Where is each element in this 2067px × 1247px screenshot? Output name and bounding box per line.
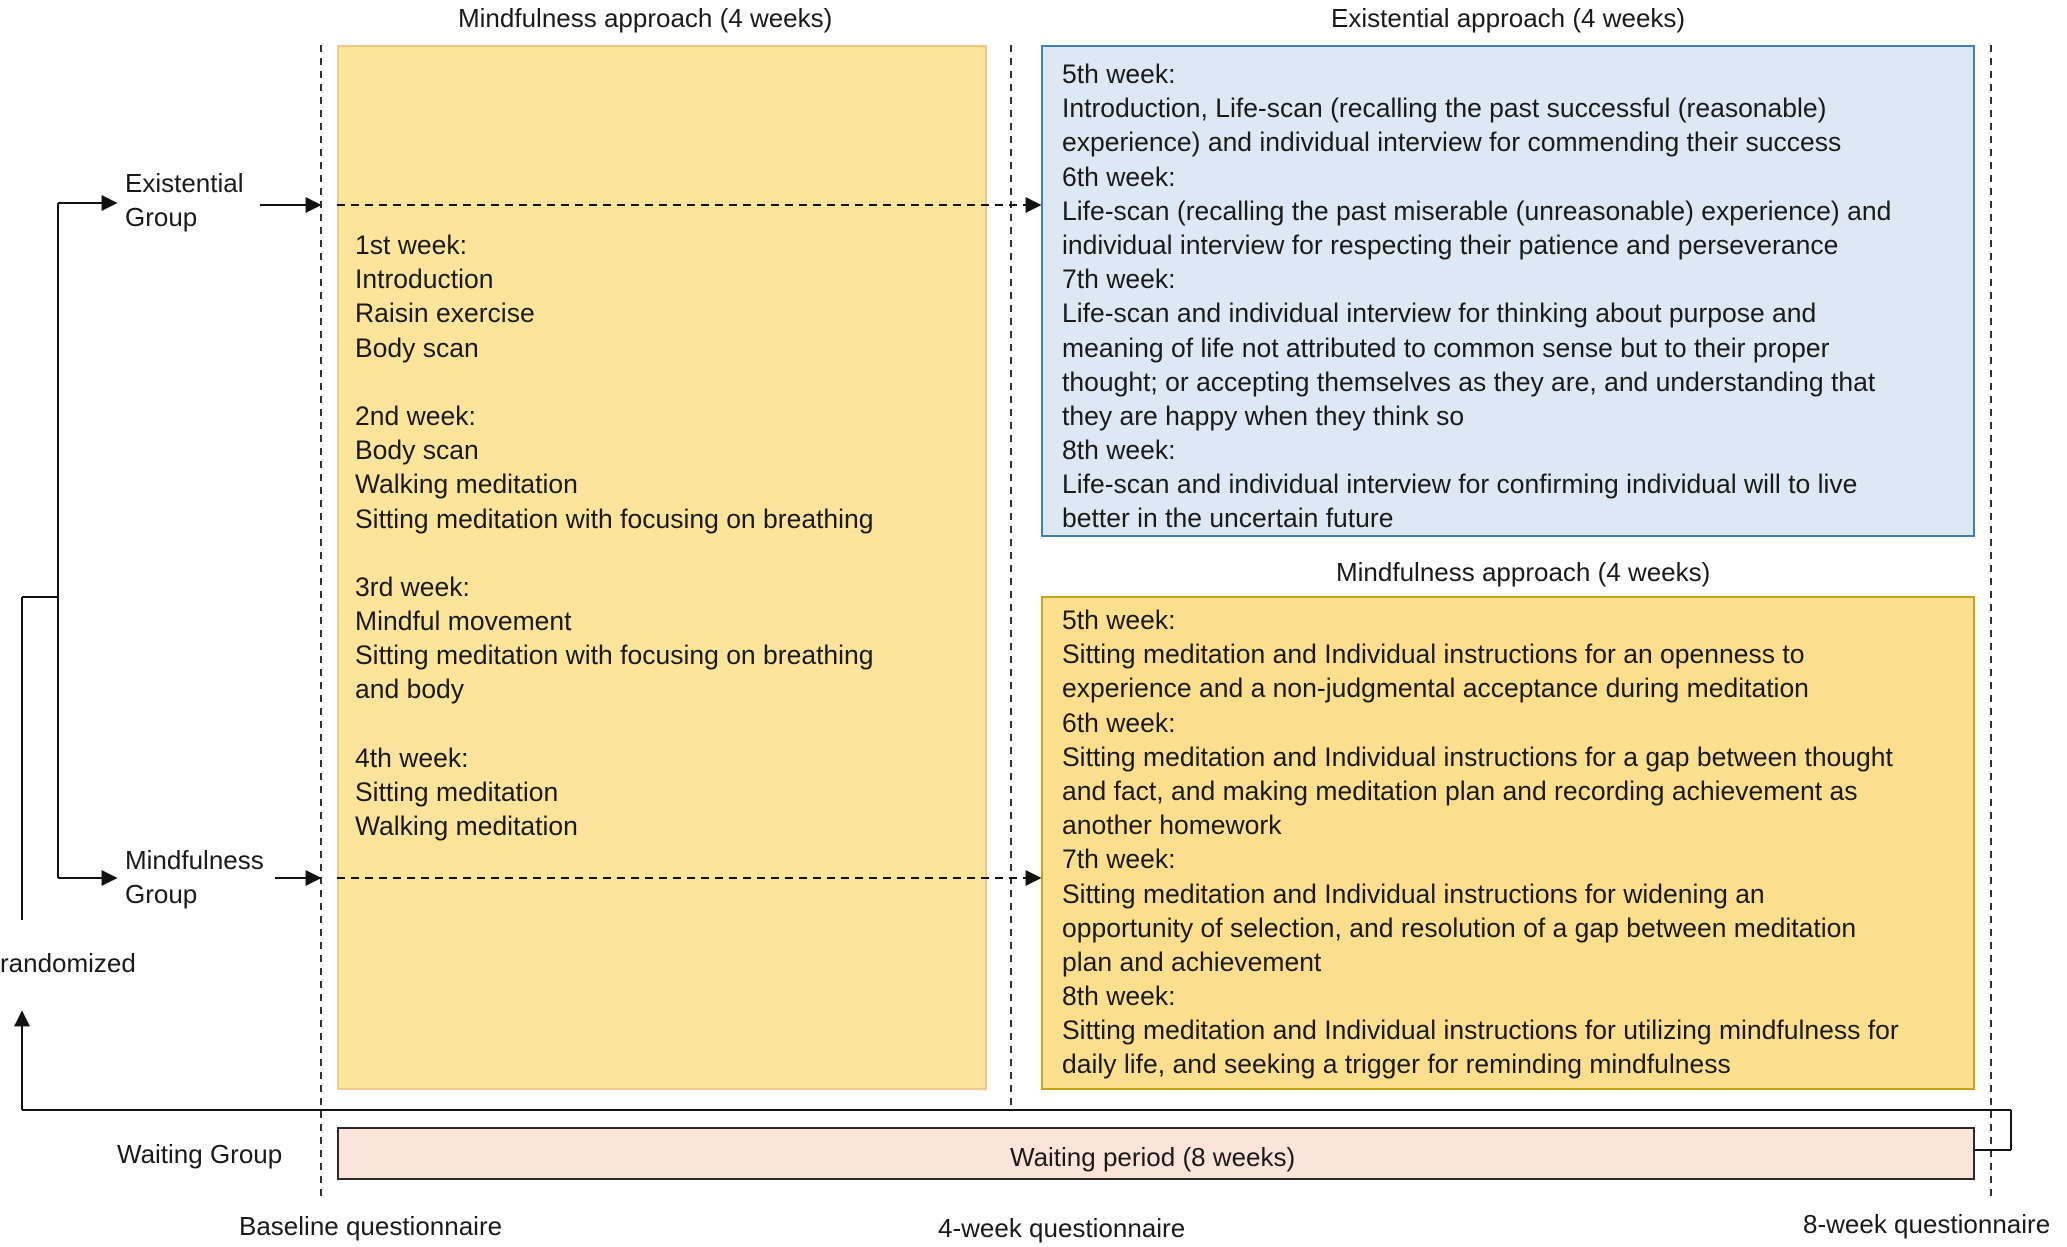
list-line: 3rd week: bbox=[355, 571, 470, 602]
mindfulness-weeks-1-4-list bbox=[355, 228, 874, 843]
list-line: another homework bbox=[1062, 810, 1282, 841]
list-line: Sitting meditation with focusing on breathing bbox=[355, 640, 874, 671]
list-line: they are happy when they think so bbox=[1062, 400, 1465, 431]
baseline-questionnaire-label: Baseline questionnaire bbox=[239, 1211, 503, 1241]
list-line: experience and a non-judgmental acceptance during meditation bbox=[1062, 673, 1809, 704]
eight-week-questionnaire-label: 8-week questionnaire bbox=[1803, 1209, 2051, 1239]
mindfulness-weeks-5-8-list bbox=[1062, 603, 1899, 1082]
list-line: meaning of life not attributed to common sense but to their proper bbox=[1062, 332, 1830, 363]
list-line: Mindful movement bbox=[355, 606, 572, 637]
mindfulness-group-label: Mindfulness Group bbox=[125, 845, 264, 909]
list-line: Introduction, Life-scan (recalling the past successful (reasonable) bbox=[1062, 93, 1827, 124]
list-line: 5th week: bbox=[1062, 59, 1176, 89]
list-line: 7th week: bbox=[1062, 264, 1176, 295]
list-line: opportunity of selection, and resolution of a gap between meditation bbox=[1062, 912, 1857, 943]
waiting-period-label: Waiting period (8 weeks) bbox=[1010, 1142, 1296, 1172]
existential-group-label: Existential Group bbox=[125, 168, 244, 232]
list-line: 5th week: bbox=[1062, 605, 1176, 635]
list-line: 6th week: bbox=[1062, 161, 1176, 192]
list-line: and body bbox=[355, 674, 465, 705]
four-week-questionnaire-label: 4-week questionnaire bbox=[938, 1213, 1186, 1243]
list-line: Body scan bbox=[355, 332, 479, 363]
list-line: 8th week: bbox=[1062, 435, 1176, 466]
list-line: individual interview for respecting their patience and perseverance bbox=[1062, 229, 1839, 260]
list-line: Body scan bbox=[355, 435, 479, 466]
list-line: Introduction bbox=[355, 264, 494, 295]
list-line: 8th week: bbox=[1062, 981, 1176, 1012]
waiting-group-label: Waiting Group bbox=[117, 1139, 283, 1169]
list-line: better in the uncertain future bbox=[1062, 503, 1394, 534]
list-line: Life-scan and individual interview for confirming individual will to live bbox=[1062, 469, 1858, 500]
list-line: daily life, and seeking a trigger for reminding mindfulness bbox=[1062, 1049, 1731, 1080]
list-line: Life-scan (recalling the past miserable (unreasonable) experience) and bbox=[1062, 195, 1892, 226]
list-line: Life-scan and individual interview for thinking about purpose and bbox=[1062, 298, 1817, 329]
list-line: Sitting meditation bbox=[355, 777, 559, 807]
list-line: Sitting meditation and Individual instructions for utilizing mindfulness for bbox=[1062, 1015, 1899, 1046]
list-line bbox=[355, 365, 874, 399]
list-line: 2nd week: bbox=[355, 400, 476, 431]
list-line: Sitting meditation and Individual instructions for a gap between thought bbox=[1062, 741, 1893, 772]
list-line: and fact, and making meditation plan and recording achievement as bbox=[1062, 775, 1858, 806]
list-line: plan and achievement bbox=[1062, 946, 1322, 977]
list-line: Sitting meditation and Individual instructions for widening an bbox=[1062, 878, 1765, 909]
header-mindfulness-left: Mindfulness approach (4 weeks) bbox=[458, 3, 833, 33]
header-mindfulness-right: Mindfulness approach (4 weeks) bbox=[1336, 557, 1711, 587]
list-line: Sitting meditation with focusing on breathing bbox=[355, 503, 874, 534]
list-line bbox=[355, 707, 874, 741]
existential-weeks-5-8-list bbox=[1062, 57, 1891, 536]
list-line: 4th week: bbox=[355, 742, 469, 773]
header-existential-right: Existential approach (4 weeks) bbox=[1331, 3, 1686, 33]
list-line: 7th week: bbox=[1062, 844, 1176, 875]
randomized-label: randomized bbox=[0, 948, 136, 978]
list-line: Walking meditation bbox=[355, 469, 578, 500]
list-line: Sitting meditation and Individual instructions for an openness to bbox=[1062, 639, 1805, 670]
list-line: experience) and individual interview for commending their success bbox=[1062, 127, 1842, 158]
list-line: thought; or accepting themselves as they are, and understanding that bbox=[1062, 366, 1876, 397]
list-line: 6th week: bbox=[1062, 707, 1176, 738]
list-line bbox=[355, 536, 874, 570]
list-line: Walking meditation bbox=[355, 811, 578, 842]
list-line: 1st week: bbox=[355, 230, 467, 260]
list-line: Raisin exercise bbox=[355, 298, 535, 329]
